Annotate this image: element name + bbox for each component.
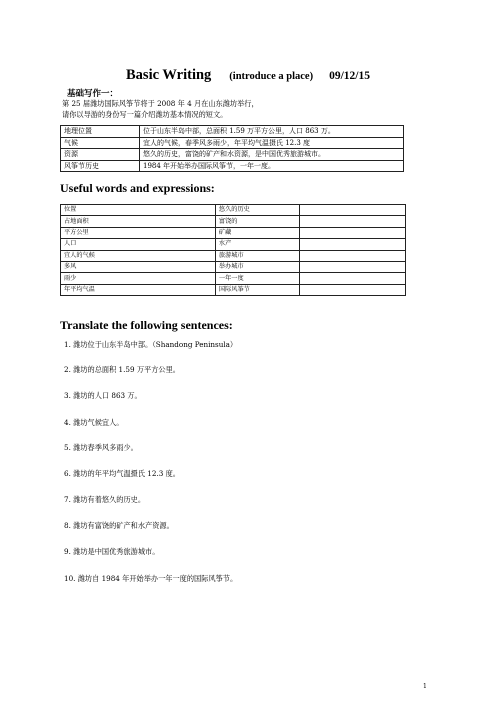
table-row (61, 205, 406, 216)
table-row (61, 284, 406, 295)
sentence-item: 10. 潍坊自 1984 年开始举办一年一度的国际风筝节。 (64, 574, 238, 583)
title-main: Basic Writing (126, 67, 212, 83)
vocab-term: 宜人的气候 (61, 250, 216, 261)
vocab-term: 富饶的 (215, 216, 299, 227)
vocab-term: 水产 (215, 239, 299, 250)
vocab-term: 雨少 (61, 273, 216, 284)
sentence-item: 1. 潍坊位于山东半岛中部。（Shandong Peninsula） (64, 340, 238, 349)
table-row (61, 149, 404, 161)
vocab-blank (300, 261, 406, 272)
vocab-term: 悠久的历史 (215, 205, 299, 216)
table-value: 宜人的气候，春季风多雨少，年平均气温摄氏 12.3 度 (140, 137, 404, 149)
vocab-term: 年平均气温 (61, 284, 216, 295)
vocab-term: 举办城市 (215, 261, 299, 272)
vocab-blank (300, 239, 406, 250)
table-row (61, 137, 404, 149)
sentence-item: 5. 潍坊春季风多雨少。 (64, 443, 138, 452)
info-table (60, 125, 404, 172)
sentence-item: 3. 潍坊的人口 863 万。 (64, 391, 142, 400)
intro-line: 请你以导游的身份写一篇介绍潍坊基本情况的短文。 (62, 110, 228, 119)
section-heading: 基础写作一： (67, 89, 119, 99)
vocab-blank (300, 284, 406, 295)
table-value: 悠久的历史，富饶的矿产和水资源，是中国优秀旅游城市。 (140, 149, 404, 161)
table-key: 资源 (61, 149, 140, 161)
vocab-term: 旅游城市 (215, 250, 299, 261)
table-row (61, 250, 406, 261)
table-row (61, 126, 404, 138)
table-key: 气候 (61, 137, 140, 149)
useful-words-heading: Useful words and expressions: (60, 181, 215, 195)
vocab-term: 占地面积 (61, 216, 216, 227)
table-value: 1984 年开始举办国际风筝节，一年一度。 (140, 160, 404, 172)
table-row (61, 273, 406, 284)
vocab-blank (300, 273, 406, 284)
sentence-item: 4. 潍坊气候宜人。 (64, 418, 124, 427)
sentence-item: 2. 潍坊的总面积 1.59 万平方公里。 (64, 365, 180, 374)
document-title (0, 66, 496, 84)
vocab-term: 位置 (61, 205, 216, 216)
table-key: 地理位置 (61, 126, 140, 138)
table-row (61, 160, 404, 172)
vocab-blank (300, 227, 406, 238)
sentence-item: 6. 潍坊的年平均气温摄氏 12.3 度。 (64, 469, 180, 478)
sentence-item: 8. 潍坊有富饶的矿产和水产资源。 (64, 521, 174, 530)
vocab-blank (300, 216, 406, 227)
translate-heading: Translate the following sentences: (60, 318, 233, 332)
table-key: 风筝节历史 (61, 160, 140, 172)
vocab-table (60, 204, 406, 296)
title-subtitle: (introduce a place) (229, 71, 314, 82)
page-number: 1 (423, 683, 427, 690)
table-row (61, 216, 406, 227)
vocab-blank (300, 250, 406, 261)
title-date: 09/12/15 (329, 70, 370, 82)
table-value: 位于山东半岛中部，总面积 1.59 万平方公里，人口 863 万。 (140, 126, 404, 138)
vocab-term: 多风 (61, 261, 216, 272)
vocab-term: 国际风筝节 (215, 284, 299, 295)
table-row (61, 227, 406, 238)
vocab-term: 一年一度 (215, 273, 299, 284)
sentence-item: 9. 潍坊是中国优秀旅游城市。 (64, 547, 160, 556)
vocab-term: 人口 (61, 239, 216, 250)
vocab-term: 矿藏 (215, 227, 299, 238)
vocab-term: 平方公里 (61, 227, 216, 238)
table-row (61, 261, 406, 272)
table-row (61, 239, 406, 250)
sentence-item: 7. 潍坊有着悠久的历史。 (64, 495, 146, 504)
vocab-blank (300, 205, 406, 216)
intro-line: 第 25 届潍坊国际风筝节将于 2008 年 4 月在山东潍坊举行， (62, 99, 259, 108)
